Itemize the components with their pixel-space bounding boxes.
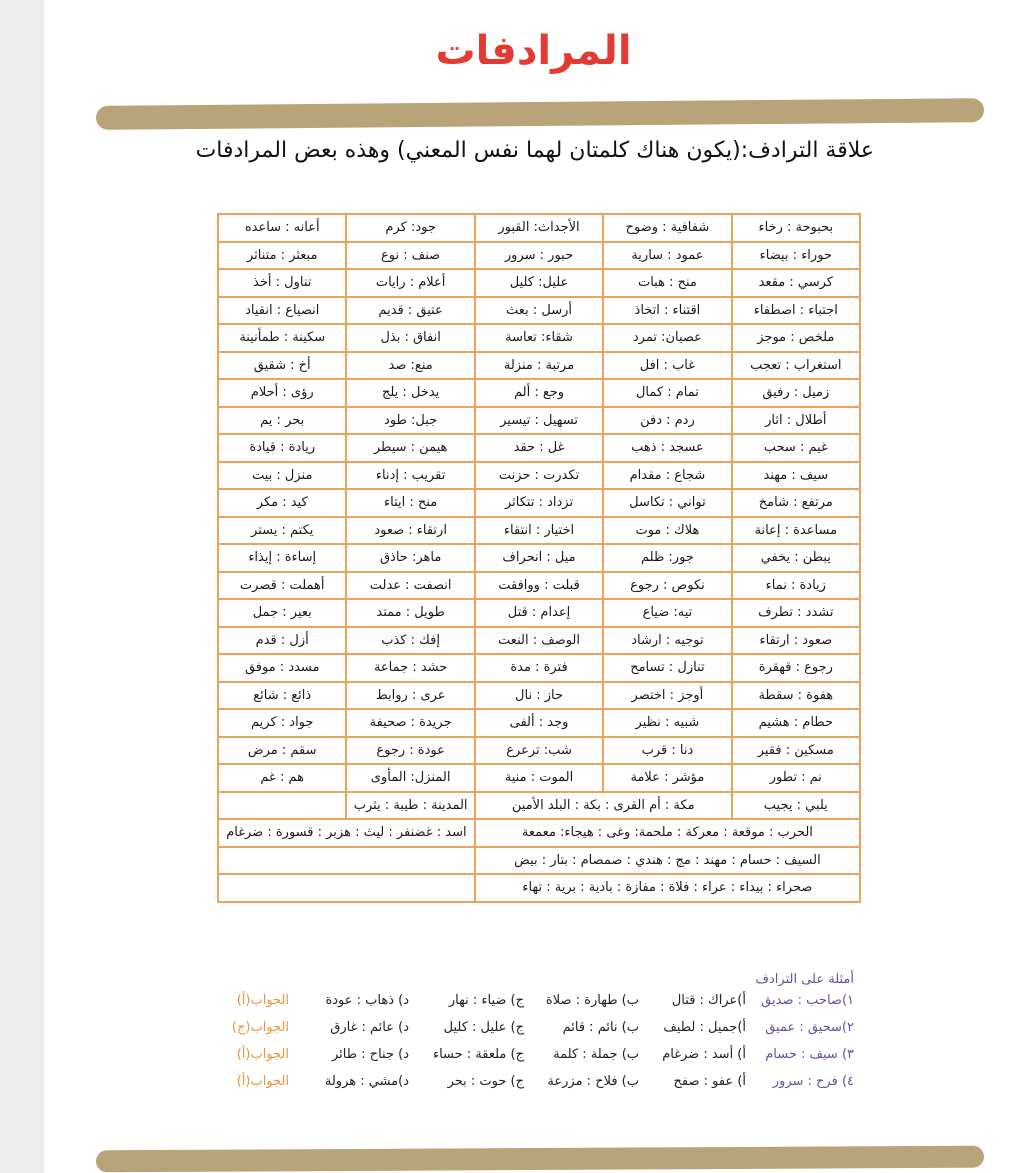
table-row xyxy=(218,874,860,902)
table-cell: بعير : جمل xyxy=(218,599,346,627)
table-cell: تمام : كمال xyxy=(603,379,731,407)
table-cell: صحراء : بيداء : عراء : فلاة : مفازة : بادية : برية : تهاء xyxy=(475,874,860,902)
table-cell: طويل : ممتد xyxy=(346,599,474,627)
example-answer: الجواب(أ) xyxy=(236,1074,289,1089)
example-row xyxy=(194,1020,854,1047)
table-cell: رجوع : قهقرة xyxy=(732,654,860,682)
example-row xyxy=(194,1047,854,1074)
table-cell: ردم : دفن xyxy=(603,407,731,435)
table-cell: عرى : روابط xyxy=(346,682,474,710)
table-cell: مؤشر : علامة xyxy=(603,764,731,792)
table-cell: يدخل : يلج xyxy=(346,379,474,407)
table-cell: صنف : نوع xyxy=(346,242,474,270)
table-cell: المدينة : طيبة : يثرب xyxy=(346,792,474,820)
table-cell: أخ : شقيق xyxy=(218,352,346,380)
table-cell: سكينة : طمأنينة xyxy=(218,324,346,352)
table-cell: استغراب : تعجب xyxy=(732,352,860,380)
table-cell: عودة : رجوع xyxy=(346,737,474,765)
table-row xyxy=(218,434,860,462)
table-cell: فترة : مدة xyxy=(475,654,603,682)
example-option-c: ج) عليل : كليل xyxy=(443,1020,524,1035)
table-cell: رؤى : أحلام xyxy=(218,379,346,407)
table-cell: اسد : غضنفر : ليث : هزبر : قسورة : ضرغام xyxy=(218,819,475,847)
table-cell: زميل : رفيق xyxy=(732,379,860,407)
table-cell xyxy=(218,847,475,875)
table-cell: جريدة : صحيفة xyxy=(346,709,474,737)
table-cell: بحبوحة : رخاء xyxy=(732,214,860,242)
example-question: ٤) فرح : سرور xyxy=(772,1074,854,1089)
table-cell: شقاء: تعاسة xyxy=(475,324,603,352)
table-row xyxy=(218,269,860,297)
table-cell: إساءة : إيذاء xyxy=(218,544,346,572)
table-cell: مسكين : فقير xyxy=(732,737,860,765)
table-row xyxy=(218,572,860,600)
example-answer: الجواب(ج) xyxy=(231,1020,289,1035)
table-cell: هلاك : موت xyxy=(603,517,731,545)
example-option-a: أ)جميل : لطيف xyxy=(663,1020,746,1035)
table-cell: غاب : افل xyxy=(603,352,731,380)
example-option-d: د) جناح : طائر xyxy=(331,1047,409,1062)
table-cell: شجاع : مقدام xyxy=(603,462,731,490)
table-cell: نكوص : رجوع xyxy=(603,572,731,600)
table-cell: منع: صد xyxy=(346,352,474,380)
table-cell: أزل : قدم xyxy=(218,627,346,655)
table-cell: منزل : بيت xyxy=(218,462,346,490)
table-cell: إفك : كذب xyxy=(346,627,474,655)
examples-section xyxy=(194,972,854,1101)
table-cell: تناول : أخذ xyxy=(218,269,346,297)
example-question: ١)صاحب : صديق xyxy=(761,993,854,1008)
table-cell: ذائع : شائع xyxy=(218,682,346,710)
table-cell: سقم : مرض xyxy=(218,737,346,765)
table-cell: مسدد : موفق xyxy=(218,654,346,682)
table-row xyxy=(218,764,860,792)
table-cell: مرتفع : شامخ xyxy=(732,489,860,517)
table-cell: تزداد : تتكاثر xyxy=(475,489,603,517)
table-cell: انصياع : انقياد xyxy=(218,297,346,325)
table-cell: حوراء : بيضاء xyxy=(732,242,860,270)
example-option-d: د)مشي : هرولة xyxy=(324,1074,409,1089)
example-option-b: ب) جملة : كلمة xyxy=(553,1047,639,1062)
table-cell: تكدرت : حزنت xyxy=(475,462,603,490)
example-option-b: ب) فلاح : مزرعة xyxy=(547,1074,639,1089)
table-cell: كيد : مكر xyxy=(218,489,346,517)
examples-heading: أمثلة على الترادف xyxy=(755,972,854,987)
table-cell: الوصف : النعت xyxy=(475,627,603,655)
table-row xyxy=(218,489,860,517)
table-cell: تشدد : تطرف xyxy=(732,599,860,627)
table-cell: غيم : سحب xyxy=(732,434,860,462)
table-cell: اجتباء : اصطفاء xyxy=(732,297,860,325)
table-cell: مساعدة : إعانة xyxy=(732,517,860,545)
table-row xyxy=(218,737,860,765)
table-cell: اقتناء : اتخاذ xyxy=(603,297,731,325)
example-question: ٢)سحيق : عميق xyxy=(765,1020,854,1035)
synonyms-table-body xyxy=(218,214,860,902)
table-cell: شفافية : وضوح xyxy=(603,214,731,242)
table-cell: مكة : أم القرى : بكة : البلد الأمين xyxy=(475,792,732,820)
table-cell: حاز : نال xyxy=(475,682,603,710)
example-option-c: ج) ملعقة : حساء xyxy=(432,1047,524,1062)
table-row xyxy=(218,819,860,847)
table-cell: كرسي : مقعد xyxy=(732,269,860,297)
table-cell: يبطن : يخفي xyxy=(732,544,860,572)
table-cell: بحر : يم xyxy=(218,407,346,435)
table-cell: أهملت : قصرت xyxy=(218,572,346,600)
table-cell: ماهر: حاذق xyxy=(346,544,474,572)
table-cell: أوجز : اختصر xyxy=(603,682,731,710)
table-cell: عصيان: تمرد xyxy=(603,324,731,352)
table-cell: تسهيل : تيسير xyxy=(475,407,603,435)
table-cell: قبلت : ووافقت xyxy=(475,572,603,600)
table-cell: جور: ظلم xyxy=(603,544,731,572)
example-answer: الجواب(أ) xyxy=(236,993,289,1008)
table-cell: صعود : ارتقاء xyxy=(732,627,860,655)
table-cell: ارتقاء : صعود xyxy=(346,517,474,545)
table-row xyxy=(218,627,860,655)
table-cell: هفوة : سقطة xyxy=(732,682,860,710)
table-row xyxy=(218,599,860,627)
table-cell: منح : هبات xyxy=(603,269,731,297)
table-cell: هيمن : سيطر xyxy=(346,434,474,462)
table-cell: الموت : منية xyxy=(475,764,603,792)
table-cell: وجع : ألم xyxy=(475,379,603,407)
table-cell: مرتبة : منزلة xyxy=(475,352,603,380)
example-question: ٣) سيف : حسام xyxy=(765,1047,854,1062)
table-row xyxy=(218,792,860,820)
table-cell: توجيه : ارشاد xyxy=(603,627,731,655)
table-cell: تواني : تكاسل xyxy=(603,489,731,517)
example-option-c: ج) حوت : بحر xyxy=(447,1074,524,1089)
example-answer: الجواب(أ) xyxy=(236,1047,289,1062)
table-cell: أعانه : ساعده xyxy=(218,214,346,242)
table-cell: يكتم : يستر xyxy=(218,517,346,545)
example-option-c: ج) ضياء : نهار xyxy=(448,993,524,1008)
bottom-brush-divider xyxy=(96,1146,984,1173)
table-cell: المنزل: المأوى xyxy=(346,764,474,792)
table-cell: الأجداث: القبور xyxy=(475,214,603,242)
table-row xyxy=(218,214,860,242)
table-cell: حطام : هشيم xyxy=(732,709,860,737)
table-cell: تقريب : إدناء xyxy=(346,462,474,490)
table-cell: غل : حقد xyxy=(475,434,603,462)
table-cell: السيف : حسام : مهند : مج : هندي : صمصام : بتار : بيض xyxy=(475,847,860,875)
table-cell: جبل: طود xyxy=(346,407,474,435)
example-option-d: د) عائم : غارق xyxy=(330,1020,409,1035)
table-cell: أعلام : رايات xyxy=(346,269,474,297)
table-cell: أطلال : اثار xyxy=(732,407,860,435)
table-cell xyxy=(218,792,346,820)
table-cell: حبور : سرور xyxy=(475,242,603,270)
table-cell: عمود : سارية xyxy=(603,242,731,270)
table-row xyxy=(218,709,860,737)
table-cell: انصفت : عدلت xyxy=(346,572,474,600)
table-cell: منح : ايتاء xyxy=(346,489,474,517)
table-row xyxy=(218,297,860,325)
document-page xyxy=(44,0,1023,1173)
table-cell: شب: ترعرع xyxy=(475,737,603,765)
table-row xyxy=(218,407,860,435)
table-cell: الحرب : موقعة : معركة : ملحمة: وغى : هيجاء: معمعة xyxy=(475,819,860,847)
example-row xyxy=(194,993,854,1020)
table-cell: انفاق : بذل xyxy=(346,324,474,352)
table-cell: ميل : انحراف xyxy=(475,544,603,572)
examples-list xyxy=(194,993,854,1101)
table-cell: اختيار : انتقاء xyxy=(475,517,603,545)
table-cell: عسجد : ذهب xyxy=(603,434,731,462)
example-option-a: أ) عفو : صفح xyxy=(673,1074,746,1089)
table-row xyxy=(218,517,860,545)
table-cell: تنازل : تسامح xyxy=(603,654,731,682)
subtitle: علاقة الترادف:(يكون هناك كلمتان لهما نفس المعني) وهذه بعض المرادفات xyxy=(195,138,874,163)
example-option-d: د) ذهاب : عودة xyxy=(325,993,409,1008)
table-cell: حشد : جماعة xyxy=(346,654,474,682)
example-option-a: أ) أسد : ضرغام xyxy=(662,1047,746,1062)
table-row xyxy=(218,847,860,875)
table-cell: دنا : قرب xyxy=(603,737,731,765)
table-cell: تيه: ضياع xyxy=(603,599,731,627)
table-row xyxy=(218,352,860,380)
table-row xyxy=(218,242,860,270)
table-cell: زيادة : نماء xyxy=(732,572,860,600)
example-option-b: ب) نائم : قائم xyxy=(562,1020,639,1035)
table-cell: جواد : كريم xyxy=(218,709,346,737)
table-cell: عليل: كليل xyxy=(475,269,603,297)
table-row xyxy=(218,324,860,352)
table-row xyxy=(218,379,860,407)
table-cell: وجد : ألفى xyxy=(475,709,603,737)
example-option-b: ب) طهارة : صلاة xyxy=(545,993,639,1008)
table-cell: نم : تطور xyxy=(732,764,860,792)
page-title: المرادفات xyxy=(435,28,632,74)
top-brush-divider xyxy=(96,98,984,130)
table-cell: إعدام : قتل xyxy=(475,599,603,627)
table-cell: هم : غم xyxy=(218,764,346,792)
table-cell: ملخص : موجز xyxy=(732,324,860,352)
example-row xyxy=(194,1074,854,1101)
table-cell: سيف : مهند xyxy=(732,462,860,490)
table-cell: مبعثر : متناثر xyxy=(218,242,346,270)
table-cell: يلبي : يجيب xyxy=(732,792,860,820)
table-cell xyxy=(218,874,475,902)
table-cell: عتيق : قديم xyxy=(346,297,474,325)
example-option-a: أ)عراك : قتال xyxy=(671,993,746,1008)
table-cell: شبيه : نظير xyxy=(603,709,731,737)
table-cell: جود: كرم xyxy=(346,214,474,242)
table-row xyxy=(218,654,860,682)
table-row xyxy=(218,682,860,710)
table-cell: أرسل : بعث xyxy=(475,297,603,325)
table-row xyxy=(218,544,860,572)
table-cell: ريادة : قيادة xyxy=(218,434,346,462)
synonyms-table xyxy=(217,213,861,903)
table-row xyxy=(218,462,860,490)
